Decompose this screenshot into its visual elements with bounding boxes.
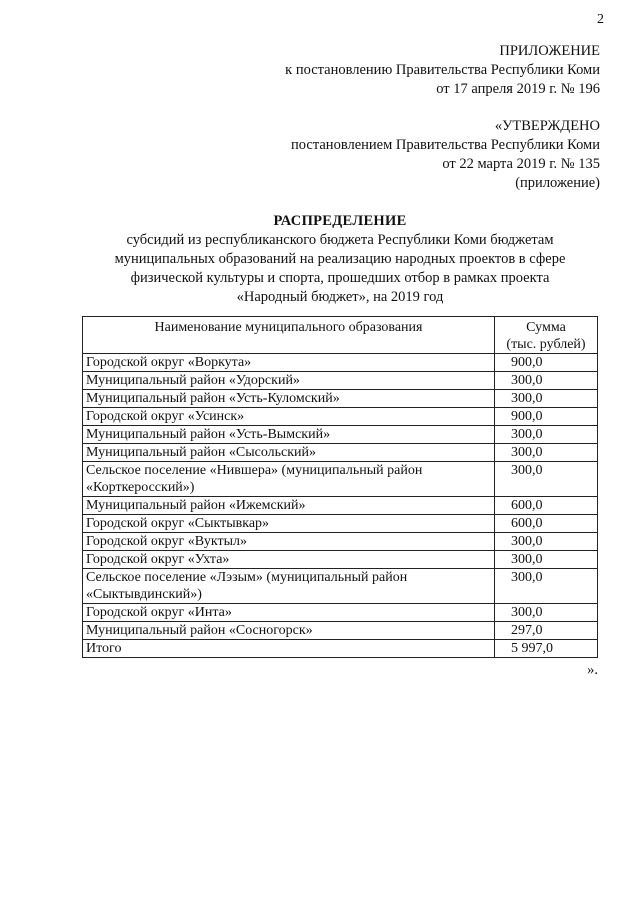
appendix-line-2: от 17 апреля 2019 г. № 196: [436, 81, 600, 97]
approved-title: «УТВЕРЖДЕНО: [494, 118, 600, 134]
municipality-name: Городской округ «Воркута»: [83, 354, 495, 372]
subsidy-amount: 300,0: [495, 533, 598, 551]
heading-line-4: «Народный бюджет», на 2019 год: [236, 289, 444, 305]
table-row: [83, 462, 598, 497]
approved-line-3: (приложение): [515, 175, 600, 191]
appendix-line-1: к постановлению Правительства Республики Коми: [285, 62, 600, 78]
subsidy-amount: 300,0: [495, 372, 598, 390]
municipality-name: Сельское поселение «Лэзым» (муниципальный район «Сыктывдинский»): [83, 569, 495, 604]
total-label: Итого: [83, 640, 495, 658]
header-amount-line-2: (тыс. рублей): [506, 337, 586, 352]
header-amount-line-1: Сумма: [526, 320, 566, 335]
subsidy-amount: 900,0: [495, 408, 598, 426]
table-row: [83, 426, 598, 444]
municipality-name: Муниципальный район «Усть-Куломский»: [83, 390, 495, 408]
table-row: [83, 408, 598, 426]
header-amount: [495, 317, 598, 354]
appendix-title: ПРИЛОЖЕНИЕ: [499, 43, 600, 59]
subsidy-amount: 300,0: [495, 551, 598, 569]
table-row: [83, 390, 598, 408]
municipality-name: Городской округ «Инта»: [83, 604, 495, 622]
table-row: [83, 372, 598, 390]
subsidy-amount: 300,0: [495, 426, 598, 444]
municipality-name: Муниципальный район «Ижемский»: [83, 497, 495, 515]
table-row: [83, 515, 598, 533]
municipality-name: Муниципальный район «Усть-Вымский»: [83, 426, 495, 444]
municipality-name: Муниципальный район «Сосногорск»: [83, 622, 495, 640]
municipality-name: Городской округ «Сыктывкар»: [83, 515, 495, 533]
heading-line-3: физической культуры и спорта, прошедших отбор в рамках проекта: [130, 270, 550, 286]
table-body: [83, 354, 598, 640]
municipality-name: Сельское поселение «Нившера» (муниципальный район «Корткеросский»): [83, 462, 495, 497]
table-row: [83, 604, 598, 622]
document-heading: [80, 212, 600, 307]
subsidy-amount: 300,0: [495, 444, 598, 462]
table-row: [83, 551, 598, 569]
appendix-block: [180, 42, 600, 99]
closing-quote: ».: [587, 662, 598, 678]
table-row: [83, 569, 598, 604]
header-name: Наименование муниципального образования: [83, 317, 495, 354]
municipality-name: Городской округ «Усинск»: [83, 408, 495, 426]
heading-line-2: муниципальных образований на реализацию народных проектов в сфере: [114, 251, 566, 267]
total-amount: 5 997,0: [495, 640, 598, 658]
subsidy-amount: 900,0: [495, 354, 598, 372]
heading-line-1: субсидий из республиканского бюджета Республики Коми бюджетам: [126, 232, 554, 248]
approved-line-2: от 22 марта 2019 г. № 135: [442, 156, 600, 172]
table-row: [83, 444, 598, 462]
municipality-name: Городской округ «Вуктыл»: [83, 533, 495, 551]
subsidy-amount: 297,0: [495, 622, 598, 640]
page-number: 2: [597, 12, 604, 27]
subsidy-amount: 300,0: [495, 604, 598, 622]
table-header-row: [83, 317, 598, 354]
subsidy-amount: 300,0: [495, 390, 598, 408]
subsidy-amount: 600,0: [495, 497, 598, 515]
total-row: [83, 640, 598, 658]
municipality-name: Муниципальный район «Удорский»: [83, 372, 495, 390]
subsidy-amount: 300,0: [495, 462, 598, 497]
municipality-name: Муниципальный район «Сысольский»: [83, 444, 495, 462]
subsidy-amount: 600,0: [495, 515, 598, 533]
document-title: РАСПРЕДЕЛЕНИЕ: [273, 213, 407, 229]
distribution-table: [82, 316, 598, 658]
subsidy-amount: 300,0: [495, 569, 598, 604]
approved-block: [180, 117, 600, 193]
approved-line-1: постановлением Правительства Республики Коми: [291, 137, 600, 153]
municipality-name: Городской округ «Ухта»: [83, 551, 495, 569]
table-row: [83, 622, 598, 640]
table-row: [83, 354, 598, 372]
table-row: [83, 497, 598, 515]
table-row: [83, 533, 598, 551]
